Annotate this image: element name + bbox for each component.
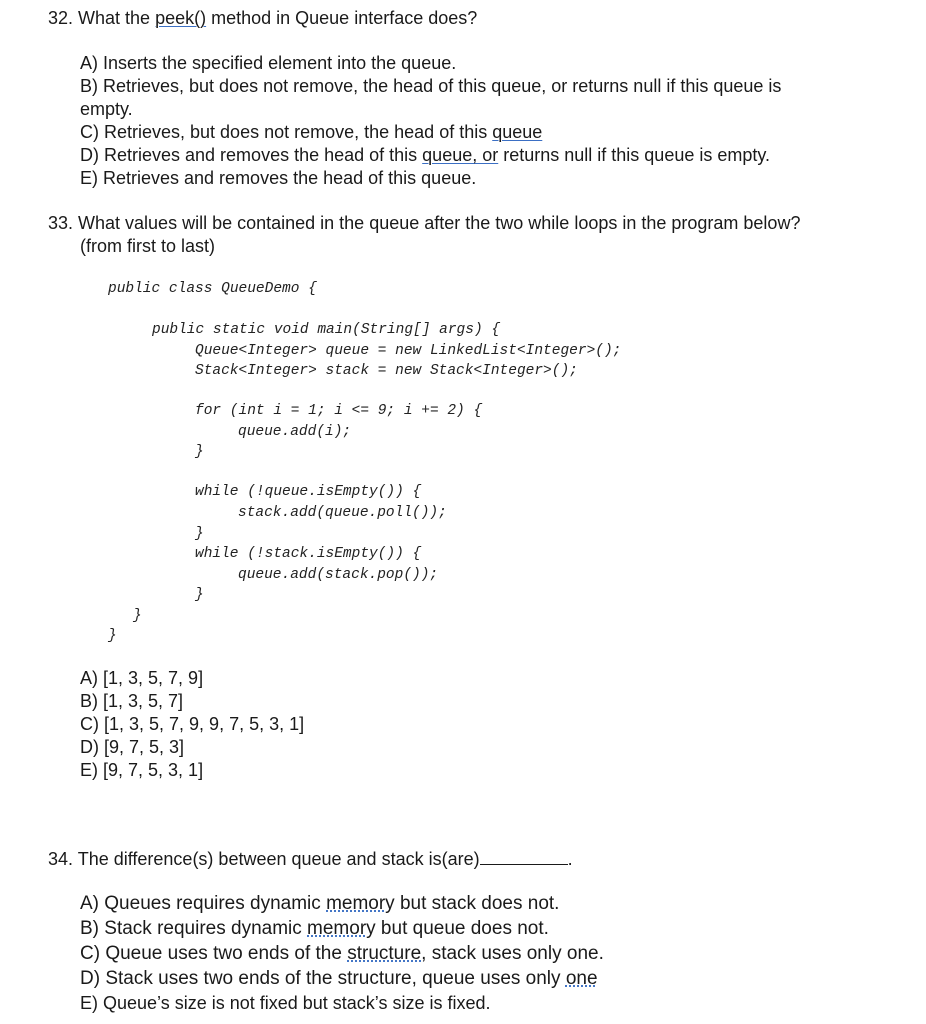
- q32-option-b-line1: B) Retrieves, but does not remove, the head of this queue, or returns null if this queue is: [80, 76, 782, 96]
- code-line: queue.add(stack.pop());: [238, 567, 439, 583]
- q34-option-a: A) Queues requires dynamic memory but stack does not.: [80, 893, 560, 914]
- code-line: stack.add(queue.poll());: [238, 505, 447, 521]
- q34-option-e: E) Queue’s size is not fixed but stack’s size is fixed.: [80, 993, 491, 1013]
- code-line: for (int i = 1; i <= 9; i += 2) {: [195, 403, 483, 419]
- q33-option-e: E) [9, 7, 5, 3, 1]: [80, 760, 204, 780]
- code-line: Stack<Integer> stack = new Stack<Integer>();: [195, 363, 578, 379]
- code-line: while (!queue.isEmpty()) {: [195, 484, 422, 500]
- q32-question: 32. What the peek() method in Queue interface does?: [48, 8, 478, 28]
- q32-peek-link: peek(): [155, 8, 207, 28]
- code-line: }: [195, 444, 204, 460]
- q32-option-b-line2: empty.: [80, 99, 133, 119]
- code-line: }: [195, 526, 204, 542]
- q34-option-c-underlined: structure,: [347, 943, 427, 964]
- q34-option-a-underlined: memory: [326, 893, 395, 914]
- code-line: public static void main(String[] args) {: [152, 322, 501, 338]
- q34-option-d-underlined: one: [565, 968, 598, 989]
- code-line: }: [133, 608, 142, 624]
- q33-question-line2: (from first to last): [80, 236, 216, 256]
- q33-option-a: A) [1, 3, 5, 7, 9]: [80, 668, 204, 688]
- q32-option-c: C) Retrieves, but does not remove, the head of this queue: [80, 122, 543, 142]
- q32-option-c-underlined: queue: [492, 122, 543, 142]
- code-line: }: [195, 587, 204, 603]
- q33-option-b: B) [1, 3, 5, 7]: [80, 691, 184, 711]
- code-line: while (!stack.isEmpty()) {: [195, 546, 422, 562]
- answer-blank: [480, 848, 568, 865]
- q33-option-c: C) [1, 3, 5, 7, 9, 9, 7, 5, 3, 1]: [80, 714, 305, 734]
- q33-option-d: D) [9, 7, 5, 3]: [80, 737, 185, 757]
- q34-question: 34. The difference(s) between queue and stack is(are) .: [48, 849, 573, 869]
- q34-option-b: B) Stack requires dynamic memory but queue does not.: [80, 918, 549, 939]
- q32-option-d: D) Retrieves and removes the head of this queue, or returns null if this queue is empty.: [80, 145, 771, 165]
- q34-option-d: D) Stack uses two ends of the structure, queue uses only one: [80, 968, 598, 989]
- q34-option-c: C) Queue uses two ends of the structure, stack uses only one.: [80, 943, 604, 964]
- q33-question-line1: 33. What values will be contained in the queue after the two while loops in the program below?: [48, 213, 801, 233]
- code-line: queue.add(i);: [238, 424, 352, 440]
- code-line: public class QueueDemo {: [108, 281, 317, 297]
- code-line: }: [108, 628, 117, 644]
- code-line: Queue<Integer> queue = new LinkedList<Integer>();: [195, 343, 622, 359]
- q32-option-e: E) Retrieves and removes the head of this queue.: [80, 168, 477, 188]
- q32-option-a: A) Inserts the specified element into the queue.: [80, 53, 457, 73]
- q32-option-d-underlined: queue, or: [422, 145, 499, 165]
- q34-option-b-underlined: memory: [307, 918, 376, 939]
